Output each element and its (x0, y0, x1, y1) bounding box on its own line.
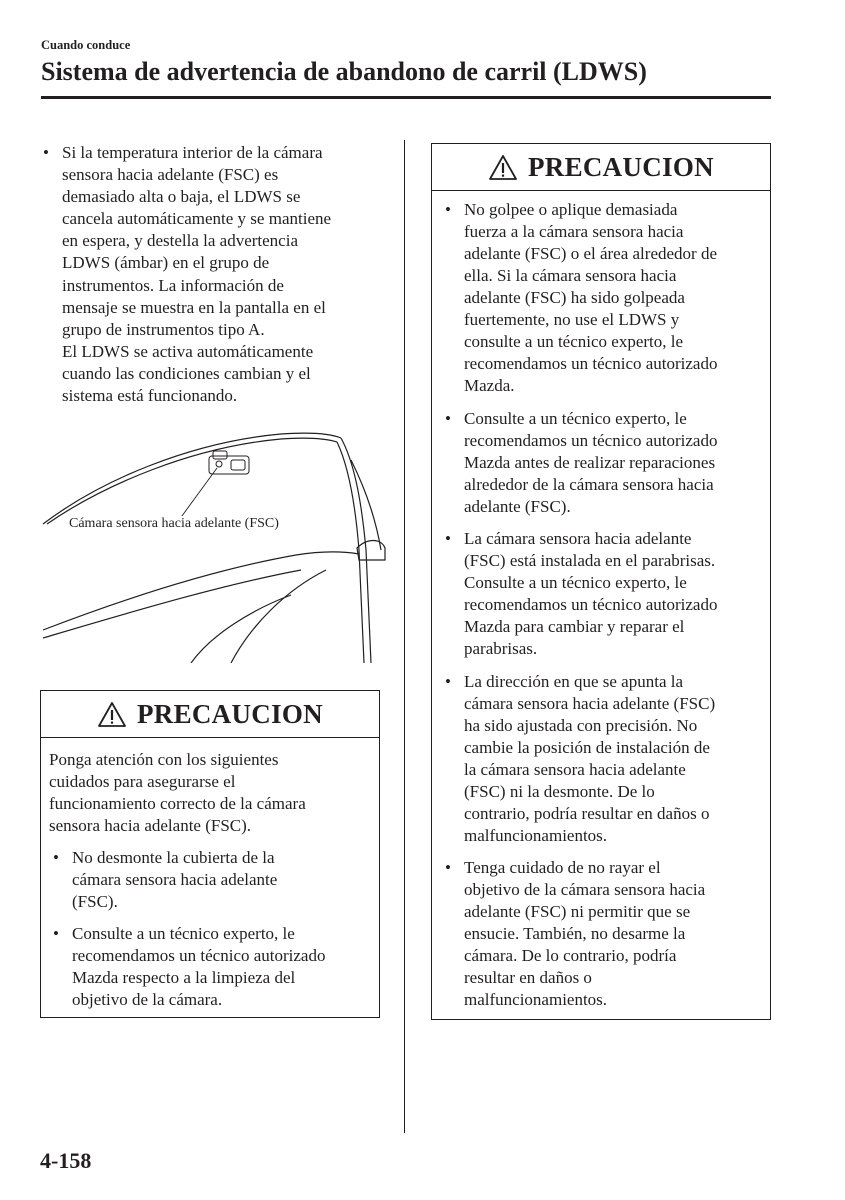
warning-triangle-icon (488, 154, 518, 181)
text-line: cámara sensora hacia adelante (FSC) (464, 693, 716, 713)
figure-callout-label: Cámara sensora hacia adelante (FSC) (69, 516, 279, 531)
windshield-camera-illustration (41, 420, 386, 663)
text-line: La cámara sensora hacia adelante (464, 529, 692, 548)
text-line: cancela automáticamente y se mantiene (62, 209, 332, 229)
title-rule (41, 96, 771, 99)
text-line: recomendamos un técnico autorizado (464, 430, 718, 450)
section-label: Cuando conduce (41, 38, 131, 52)
caution-box-right (431, 143, 771, 1020)
hood-line-2 (43, 570, 301, 638)
text-line: Si la temperatura interior de la cámara (62, 143, 323, 162)
text-line: adelante (FSC) ni permitir que se (464, 902, 691, 921)
list-item (440, 857, 762, 1011)
text-line: cambie la posición de instalación de (464, 737, 710, 757)
text-line: mensaje se muestra en la pantalla en el (62, 297, 326, 317)
text-line: cámara sensora hacia adelante (72, 870, 278, 889)
caution-box-left (40, 690, 380, 1018)
text-line: Mazda para cambiar y reparar el (464, 617, 685, 636)
text-line: alrededor de la cámara sensora hacia (464, 474, 714, 494)
text-line: instrumentos. La información de (62, 275, 284, 295)
leader-line (179, 468, 217, 520)
caution-list (440, 199, 762, 1011)
intro-text (62, 142, 386, 407)
column-divider (404, 140, 405, 1133)
text-line: La dirección en que se apunta la (464, 671, 684, 691)
text-line: objetivo de la cámara. (72, 990, 223, 1009)
bullet-icon: • (53, 924, 59, 943)
bullet-icon: • (445, 200, 451, 219)
text-line: El LDWS se activa automáticamente (62, 341, 314, 361)
list-item (49, 923, 371, 1011)
side-window (351, 460, 381, 550)
bullet-icon: • (445, 529, 451, 548)
text-line: en espera, y destella la advertencia (62, 231, 298, 251)
text-line: adelante (FSC) o el área alrededor de (464, 244, 717, 263)
text-line: sistema está funcionando. (62, 386, 238, 406)
list-item (440, 199, 762, 397)
text-line: Mazda respecto a la limpieza del (72, 968, 296, 987)
caution-list (49, 847, 371, 1011)
text-line: contrario, podría resultar en daños o (464, 803, 710, 823)
text-line: Mazda. (464, 376, 515, 395)
text-line: ensucie. También, no desarme la (464, 924, 686, 943)
text-line: resultar en daños o (464, 968, 592, 987)
text-line: Ponga atención con los siguientes (49, 750, 279, 769)
text-line: recomendamos un técnico autorizado (464, 595, 718, 614)
text-line: fuertemente, no use el LDWS y (464, 310, 680, 329)
list-item (49, 847, 371, 913)
caution-title: PRECAUCION (136, 698, 323, 729)
text-line: parabrisas. (464, 639, 538, 658)
list-item (440, 528, 762, 660)
bullet-icon: • (445, 408, 451, 428)
text-line: Consulte a un técnico experto, le (464, 573, 687, 592)
text-line: malfuncionamientos. (464, 825, 608, 845)
text-line: recomendamos un técnico autorizado (464, 354, 718, 373)
list-item (440, 671, 762, 847)
caution-body (41, 738, 379, 1011)
text-line: cámara. De lo contrario, podría (464, 946, 677, 965)
text-line: fuerza a la cámara sensora hacia (464, 222, 684, 241)
text-line: (FSC) ni la desmonte. De lo (464, 781, 655, 801)
text-line: cuidados para asegurarse el (49, 772, 236, 791)
page-title: Sistema de advertencia de abandono de carril (LDWS) (41, 57, 647, 86)
hood-line (43, 552, 359, 630)
text-line: Consulte a un técnico experto, le (72, 924, 295, 943)
text-line: cuando las condiciones cambian y el (62, 363, 311, 383)
caution-header (432, 144, 770, 191)
text-line: objetivo de la cámara sensora hacia (464, 880, 706, 899)
text-line: sensora hacia adelante (FSC). (49, 816, 252, 835)
bullet-icon: • (445, 858, 451, 877)
bullet-icon: • (43, 143, 49, 162)
text-line: la cámara sensora hacia adelante (464, 759, 686, 779)
text-line: Mazda antes de realizar reparaciones (464, 452, 716, 472)
text-line: LDWS (ámbar) en el grupo de (62, 253, 270, 273)
page-number: 4-158 (40, 1148, 92, 1173)
text-line: (FSC) está instalada en el parabrisas. (464, 551, 716, 570)
text-line: funcionamiento correcto de la cámara (49, 794, 306, 813)
caution-header (41, 691, 379, 738)
list-item (440, 408, 762, 518)
windshield-top-edge (43, 433, 341, 524)
mirror (357, 541, 385, 561)
text-line: No golpee o aplique demasiada (464, 200, 678, 219)
text-line: ha sido ajustada con precisión. No (464, 715, 698, 735)
text-line: No desmonte la cubierta de la (72, 848, 275, 867)
text-line: ella. Si la cámara sensora hacia (464, 266, 677, 285)
text-line: consulte a un técnico experto, le (464, 332, 684, 351)
text-line: malfuncionamientos. (464, 990, 608, 1009)
text-line: sensora hacia adelante (FSC) es (62, 165, 279, 185)
intro-paragraph (41, 142, 386, 407)
text-line: adelante (FSC) ha sido golpeada (464, 288, 685, 307)
bullet-icon: • (445, 671, 451, 691)
text-line: Consulte a un técnico experto, le (464, 408, 687, 428)
text-line: Tenga cuidado de no rayar el (464, 858, 661, 877)
caution-body (432, 191, 770, 1011)
text-line: recomendamos un técnico autorizado (72, 946, 326, 965)
text-line: demasiado alta o baja, el LDWS se (62, 187, 301, 207)
text-line: adelante (FSC). (464, 496, 571, 516)
text-line: (FSC). (72, 892, 118, 911)
caution-title: PRECAUCION (527, 151, 714, 182)
warning-triangle-icon (97, 701, 127, 728)
caution-intro (49, 749, 371, 837)
text-line: grupo de instrumentos tipo A. (62, 319, 265, 339)
bullet-icon: • (53, 848, 59, 867)
